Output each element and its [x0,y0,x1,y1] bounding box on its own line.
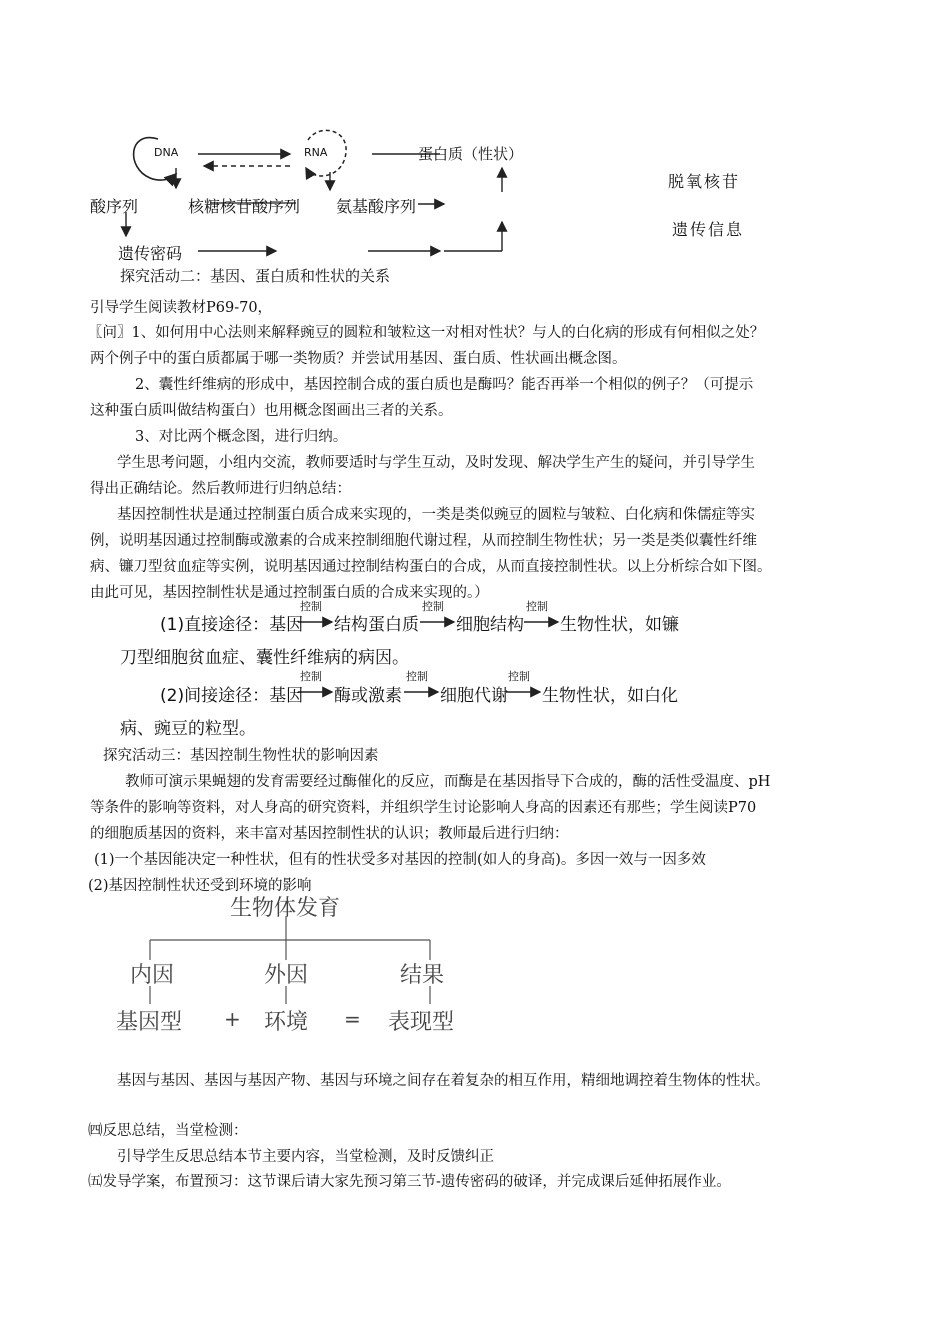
point-2: (2)基因控制性状还受到环境的影响 [88,878,312,894]
guide-read-text: 引导学生阅读教材P69-70， [90,300,273,316]
path2-prefix: (2)间接途径：基因 [160,686,304,706]
path1-prefix: (1)直接途径：基因 [160,615,304,635]
question-3: 3、对比两个概念图，进行归纳。 [135,429,348,445]
paragraph-2-line-2: 例，说明基因通过控制酶或激素的合成来控制细胞代谢过程，从而控制生物性状；另一类是类似囊性纤维 [90,533,757,549]
paragraph-4: 基因与基因、基因与基因产物、基因与环境之间存在着复杂的相互作用，精细地调控着生物体的性状。 [117,1073,770,1089]
question-2-line-1: 2、囊性纤维病的形成中，基因控制合成的蛋白质也是酶吗？能否再举一个相似的例子？（可提示 [135,377,754,393]
path2-node-2: 细胞代谢 [440,686,508,706]
tree-genotype: 基因型 [116,1010,183,1035]
activity2-title: 探究活动二：基因、蛋白质和性状的关系 [120,267,391,285]
path1-node-2: 细胞结构 [456,615,524,635]
tree-root: 生物体发育 [230,896,341,921]
question-1-line-2: 两个例子中的蛋白质都属于哪一类物质？并尝试用基因、蛋白质、性状画出概念图。 [90,351,627,367]
protein-label: 蛋白质（性状） [418,145,524,163]
paragraph-2-line-4: 由此可见，基因控制性状是通过控制蛋白质的合成来实现的。） [90,585,489,601]
paragraph-3-line-2: 等条件的影响等资料，对人身高的研究资料，并组织学生讨论影响人身高的因素还有那些；学生阅读P70 [90,800,757,816]
rna-label: RNA [304,146,328,159]
path2-node-3: 生物性状，如白化 [542,686,678,706]
path1-ctrl-3: 控制 [526,600,548,613]
paragraph-3-line-3: 的细胞质基因的资料，来丰富对基因控制性状的认识；教师最后进行归纳： [90,826,569,842]
paragraph-1-line-1: 学生思考问题，小组内交流，教师要适时与学生互动，及时发现、解决学生产生的疑问，并引导学生 [117,455,755,471]
seq-right-label: 氨基酸序列 [336,197,417,216]
activity3-title: 探究活动三：基因控制生物性状的影响因素 [103,748,379,764]
tree-internal: 内因 [130,963,175,988]
seq-mid-label: 核糖核苷酸序列 [188,197,301,216]
deoxy-label: 脱氧核苷 [668,172,741,191]
tree-phenotype: 表现型 [388,1010,455,1035]
paragraph-3-line-1: 教师可演示果蝇翅的发育需要经过酶催化的反应，而酶是在基因指导下合成的，酶的活性受温度、pH [125,774,771,790]
path1-node-3: 生物性状，如镰 [560,615,679,635]
section-5-text: ㈤发导学案，布置预习：这节课后请大家先预习第三节-遗传密码的破译，并完成课后延伸拓展作业。 [88,1174,731,1190]
path2-continued: 病、豌豆的粒型。 [120,719,256,739]
section-4-text: 引导学生反思总结本节主要内容，当堂检测，及时反馈纠正 [117,1149,494,1165]
tree-plus: + [224,1007,241,1031]
tree-equals: = [344,1007,361,1031]
question-2-line-2: 这种蛋白质叫做结构蛋白）也用概念图画出三者的关系。 [90,403,453,419]
path2-ctrl-2: 控制 [406,670,428,683]
path1-ctrl-2: 控制 [422,600,444,613]
dna-label: DNA [154,146,179,159]
point-1: (1)一个基因能决定一种性状，但有的性状受多对基因的控制(如人的身高)。多因一效与一因多效 [94,852,706,868]
path2-ctrl-1: 控制 [300,670,322,683]
gene-info-label: 遗传信息 [672,220,745,239]
codon-label: 遗传密码 [118,244,183,263]
paragraph-2-line-3: 病、镰刀型贫血症等实例，说明基因通过控制结构蛋白的合成，从而直接控制性状。以上分析综合如下图。 [90,559,772,575]
path1-continued: 刀型细胞贫血症、囊性纤维病的病因。 [120,648,409,668]
paragraph-2-line-1: 基因控制性状是通过控制蛋白质合成来实现的，一类是类似豌豆的圆粒与皱粒、白化病和侏儒症等实 [117,507,755,523]
path2-ctrl-3: 控制 [508,670,530,683]
seq-left-label: 酸序列 [90,197,139,216]
path1-ctrl-1: 控制 [300,600,322,613]
section-4-title: ㈣反思总结，当堂检测： [88,1123,248,1139]
tree-external: 外因 [264,963,309,988]
path2-node-1: 酶或激素 [334,686,402,706]
path1-node-1: 结构蛋白质 [334,615,419,635]
paragraph-1-line-2: 得出正确结论。然后教师进行归纳总结： [90,481,351,497]
tree-environment: 环境 [264,1010,309,1035]
tree-result: 结果 [400,963,445,988]
question-1-line-1: 〖问〗1、如何用中心法则来解释豌豆的圆粒和皱粒这一对相对性状？与人的白化病的形成有何相似之处？ [88,325,765,341]
